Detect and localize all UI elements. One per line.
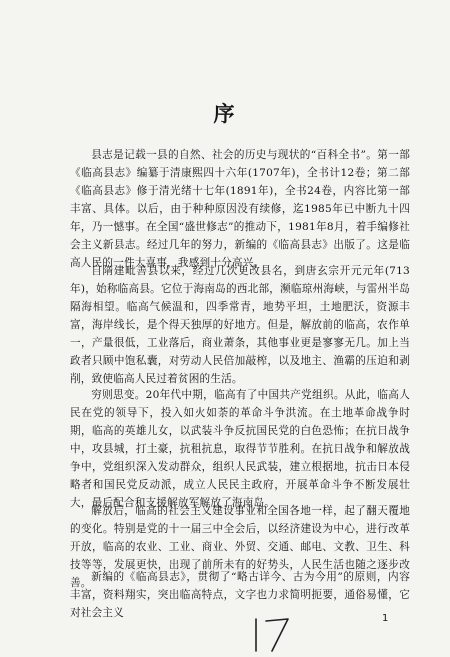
handwritten-mark-drawing [248, 613, 296, 653]
paragraph-2: 自隋建毗善县以来，经过几次更改县名，到唐玄宗开元元年(713年)，始称临高县。它位于海南岛的西北部，濒临琼州海峡，与雷州半岛隔海相望。临高气候温和，四季常青，地势平坦，土地肥沃，资源丰富，海岸线长，是个得天独厚的好地方。但是，解放前的临高，农作单一，产量很低，工业落后，商业萧条，其他事业更是寥寥无几。加上当政者只顾中饱私囊，对劳动人民倍加敲榨，以及地主、渔霸的压迫和剥削，致使临高人民过着贫困的生活。 [70, 265, 410, 385]
page-title: 序 [213, 101, 237, 126]
paragraph-4: 解放后，临高的社会主义建设事业和全国各地一样，起了翻天覆地的变化。特别是党的十一届三中全会后，以经济建设为中心，进行改革开放，临高的农业、工业、商业、外贸、交通、邮电、文教、卫生、科技等等，发展更快，出现了前所未有的好势头，人民生活也随之逐步改善。 [70, 505, 410, 589]
paragraph-3: 穷则思变。20年代中期，临高有了中国共产党组织。从此，临高人民在党的领导下，投入如火如荼的革命斗争洪流。在土地革命战争时期，临高的英雄儿女，以武装斗争反抗国民党的白色恐怖；在抗日战争中，攻县城，打土豪，抗租抗息，取得节节胜利。在抗日战争和解放战争中，党组织深入发动群众，组织人民武装，建立根据地，抗击日本侵略者和国民党反动派，成立人民民主政府，开展革命斗争不断发展壮大，最后配合和支援解放军解放了海南岛。 [70, 389, 410, 509]
paragraph-5: 新编的《临高县志》，贯彻了“略古详今、古为今用”的原则，内容丰富，资料翔实，突出临高特点，文字也力求简明扼要，通俗易懂，它对社会主义 [70, 571, 410, 619]
paragraph-1: 县志是记载一县的自然、社会的历史与现状的“百科全书”。第一部《临高县志》编纂于清康熙四十六年(1707年)，全书计12卷；第二部《临高县志》修于清光绪十七年(1891年)，全书24卷，内容比第一部丰富、具体。以后，由于种种原因没有续修，迄1985年已中断九十四年，乃一憾事。在全国“盛世修志”的推动下，1981年8月，着手编修社会主义新县志。经过几年的努力，新编的《临高县志》出版了。这是临高人民的一件大喜事，我感到十分高兴。 [70, 149, 410, 269]
page-number: 1 [382, 613, 389, 624]
handwritten-mark [248, 613, 296, 653]
